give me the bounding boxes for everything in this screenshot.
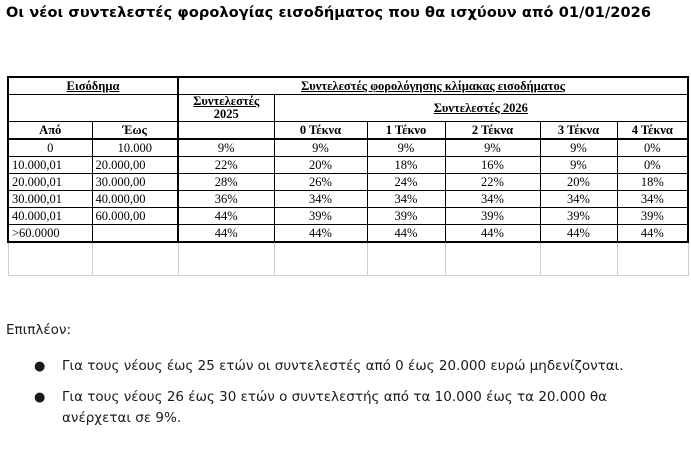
tax-rates-table [7, 76, 689, 276]
table-row: 30.000,01 40.000,00 36% 34% 34% 34% 34% 34% [8, 191, 688, 208]
table-row: 0 10.000 9% 9% 9% 9% 9% 0% [8, 139, 688, 157]
header-rate-2025: Συντελεστές 2025 [178, 95, 274, 122]
header-children-2: 2 Τέκνα [445, 122, 540, 140]
bullet-list [32, 356, 672, 439]
header-rate-2026: Συντελεστές 2026 [274, 95, 688, 122]
list-item: ● Για τους νέους έως 25 ετών οι συντελεστές από 0 έως 20.000 ευρώ μηδενίζονται. [32, 356, 672, 377]
list-item: ● Για τους νέους 26 έως 30 ετών ο συντελεστής από τα 10.000 έως τα 20.000 θα ανέρχεται σε 9%. [34, 389, 608, 426]
table-empty-row [8, 242, 688, 276]
document-title: Οι νέοι συντελεστές φορολογίας εισοδήματος που θα ισχύουν από 01/01/2026 [6, 5, 652, 21]
header-income: Εισόδημα [8, 77, 178, 95]
tax-rates-table-wrapper [7, 76, 687, 276]
header-children-1: 1 Τέκνο [367, 122, 445, 140]
header-to: Έως [92, 122, 178, 140]
bullet-icon: ● [34, 359, 46, 374]
header-children-3: 3 Τέκνα [540, 122, 617, 140]
extra-label: Επιπλέον: [6, 322, 71, 338]
bullet-icon: ● [34, 390, 46, 405]
header-children-0: 0 Τέκνα [274, 122, 367, 140]
header-tax-rates: Συντελεστές φορολόγησης κλίμακας εισοδήματος [178, 77, 688, 95]
header-from: Από [8, 122, 92, 140]
table-row: >60.0000 44% 44% 44% 44% 44% 44% [8, 225, 688, 243]
header-rate-2025-cont [178, 122, 274, 140]
table-row: 40.000,01 60.000,00 44% 39% 39% 39% 39% 39% [8, 208, 688, 225]
table-row: 10.000,01 20.000,00 22% 20% 18% 16% 9% 0% [8, 157, 688, 174]
table-row: 20.000,01 30.000,00 28% 26% 24% 22% 20% 18% [8, 174, 688, 191]
header-income-blank [8, 95, 178, 122]
header-children-4: 4 Τέκνα [617, 122, 688, 140]
